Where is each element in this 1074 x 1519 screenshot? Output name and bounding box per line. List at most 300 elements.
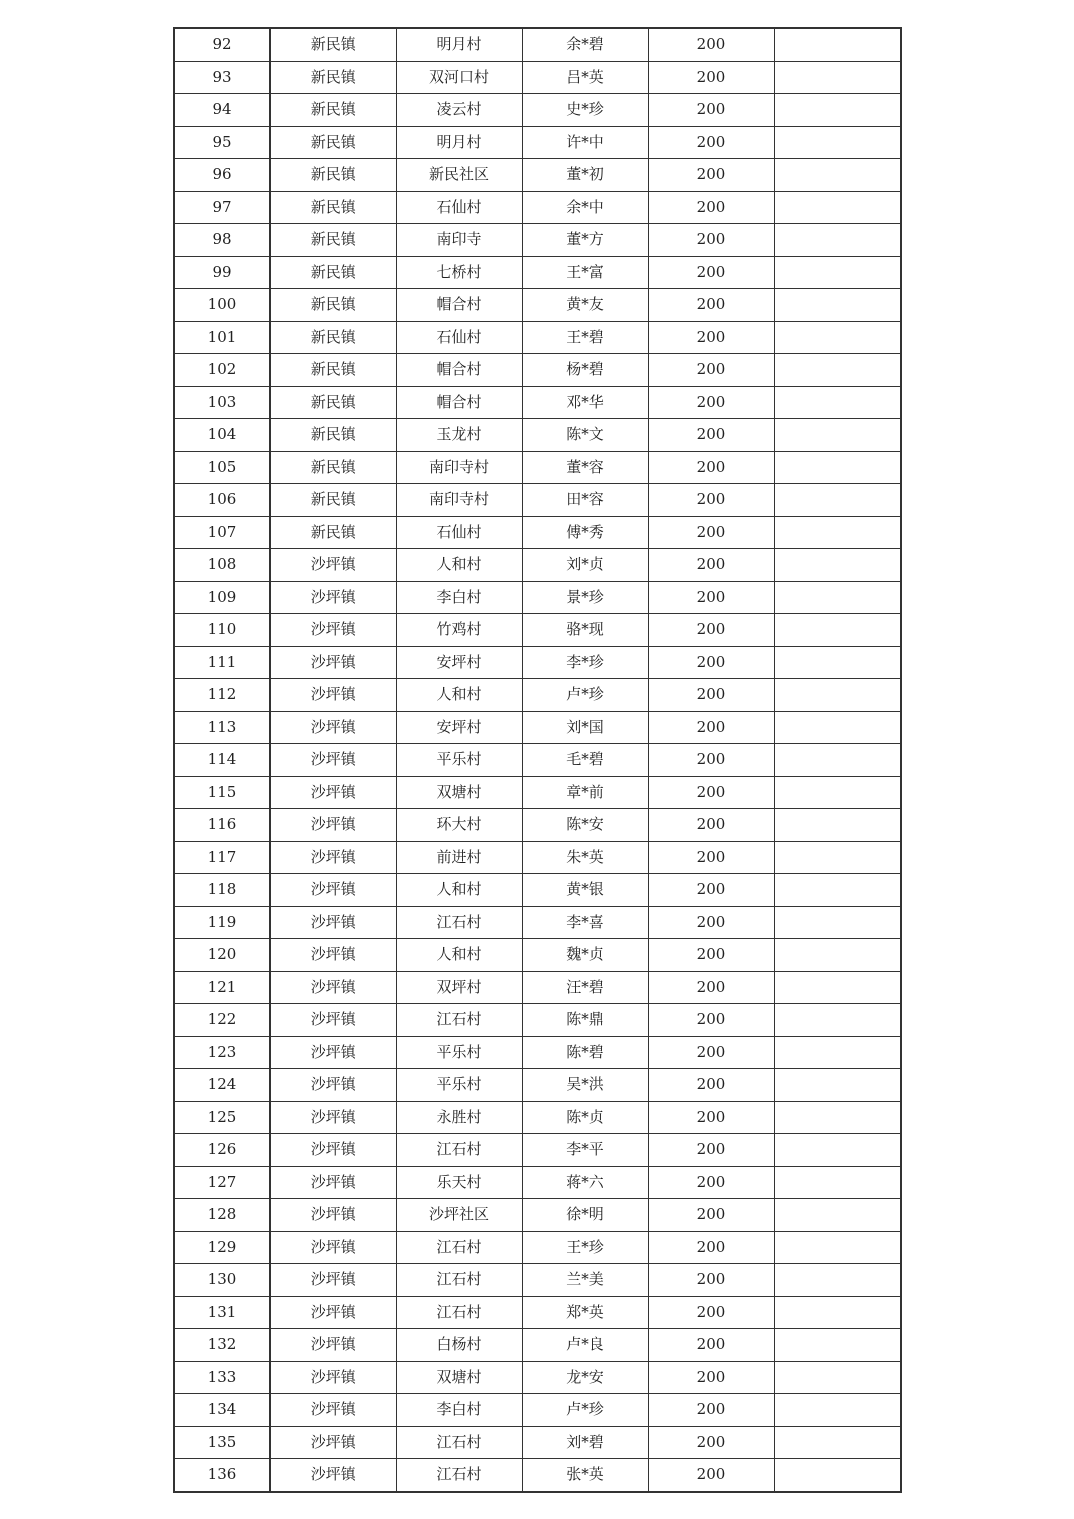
cell-amount: 200 — [648, 159, 774, 192]
cell-town: 沙坪镇 — [270, 1069, 396, 1102]
cell-remark — [774, 61, 901, 94]
cell-amount: 200 — [648, 516, 774, 549]
cell-remark — [774, 28, 901, 61]
cell-amount: 200 — [648, 321, 774, 354]
cell-town: 新民镇 — [270, 451, 396, 484]
table-row — [174, 1036, 901, 1069]
cell-amount: 200 — [648, 939, 774, 972]
cell-num: 94 — [174, 94, 270, 127]
cell-name: 陈*文 — [522, 419, 648, 452]
cell-town: 沙坪镇 — [270, 874, 396, 907]
cell-village: 环大村 — [396, 809, 522, 842]
cell-name: 黄*友 — [522, 289, 648, 322]
cell-num: 118 — [174, 874, 270, 907]
cell-town: 沙坪镇 — [270, 614, 396, 647]
cell-num: 131 — [174, 1296, 270, 1329]
cell-amount: 200 — [648, 614, 774, 647]
cell-village: 江石村 — [396, 1134, 522, 1167]
cell-amount: 200 — [648, 744, 774, 777]
table-row — [174, 191, 901, 224]
cell-village: 南印寺 — [396, 224, 522, 257]
cell-name: 董*容 — [522, 451, 648, 484]
cell-amount: 200 — [648, 776, 774, 809]
cell-num: 99 — [174, 256, 270, 289]
cell-town: 新民镇 — [270, 419, 396, 452]
cell-name: 史*珍 — [522, 94, 648, 127]
cell-town: 沙坪镇 — [270, 1361, 396, 1394]
table-row — [174, 126, 901, 159]
cell-name: 许*中 — [522, 126, 648, 159]
cell-amount: 200 — [648, 549, 774, 582]
table-row — [174, 256, 901, 289]
cell-name: 李*平 — [522, 1134, 648, 1167]
cell-village: 双塘村 — [396, 1361, 522, 1394]
cell-amount: 200 — [648, 191, 774, 224]
cell-town: 沙坪镇 — [270, 1394, 396, 1427]
cell-remark — [774, 451, 901, 484]
cell-amount: 200 — [648, 1361, 774, 1394]
cell-village: 帽合村 — [396, 386, 522, 419]
cell-village: 安坪村 — [396, 646, 522, 679]
cell-village: 李白村 — [396, 1394, 522, 1427]
cell-remark — [774, 516, 901, 549]
cell-village: 江石村 — [396, 1004, 522, 1037]
cell-town: 沙坪镇 — [270, 841, 396, 874]
cell-num: 128 — [174, 1199, 270, 1232]
cell-town: 新民镇 — [270, 94, 396, 127]
cell-amount: 200 — [648, 1069, 774, 1102]
cell-name: 陈*安 — [522, 809, 648, 842]
cell-amount: 200 — [648, 484, 774, 517]
cell-num: 124 — [174, 1069, 270, 1102]
cell-town: 沙坪镇 — [270, 1329, 396, 1362]
cell-num: 136 — [174, 1459, 270, 1492]
cell-village: 南印寺村 — [396, 484, 522, 517]
cell-village: 明月村 — [396, 126, 522, 159]
cell-name: 黄*银 — [522, 874, 648, 907]
cell-num: 105 — [174, 451, 270, 484]
cell-town: 新民镇 — [270, 386, 396, 419]
table-row — [174, 1199, 901, 1232]
table-row — [174, 386, 901, 419]
cell-num: 130 — [174, 1264, 270, 1297]
cell-remark — [774, 159, 901, 192]
cell-town: 沙坪镇 — [270, 549, 396, 582]
table-row — [174, 61, 901, 94]
table-row — [174, 1394, 901, 1427]
table-row — [174, 1134, 901, 1167]
table-row — [174, 841, 901, 874]
cell-village: 江石村 — [396, 1426, 522, 1459]
cell-amount: 200 — [648, 809, 774, 842]
table-row — [174, 1459, 901, 1492]
cell-name: 邓*华 — [522, 386, 648, 419]
cell-village: 石仙村 — [396, 516, 522, 549]
cell-name: 毛*碧 — [522, 744, 648, 777]
cell-remark — [774, 646, 901, 679]
cell-amount: 200 — [648, 1166, 774, 1199]
cell-remark — [774, 321, 901, 354]
cell-remark — [774, 1036, 901, 1069]
cell-name: 章*前 — [522, 776, 648, 809]
cell-village: 双塘村 — [396, 776, 522, 809]
records-body — [174, 28, 901, 1492]
cell-amount: 200 — [648, 419, 774, 452]
cell-village: 人和村 — [396, 549, 522, 582]
cell-name: 骆*现 — [522, 614, 648, 647]
table-row — [174, 874, 901, 907]
cell-town: 沙坪镇 — [270, 711, 396, 744]
cell-remark — [774, 1134, 901, 1167]
cell-name: 李*珍 — [522, 646, 648, 679]
cell-amount: 200 — [648, 94, 774, 127]
cell-num: 98 — [174, 224, 270, 257]
cell-amount: 200 — [648, 451, 774, 484]
cell-village: 平乐村 — [396, 1069, 522, 1102]
cell-num: 97 — [174, 191, 270, 224]
cell-name: 陈*贞 — [522, 1101, 648, 1134]
cell-village: 帽合村 — [396, 289, 522, 322]
cell-town: 沙坪镇 — [270, 809, 396, 842]
table-row — [174, 614, 901, 647]
cell-num: 120 — [174, 939, 270, 972]
cell-num: 134 — [174, 1394, 270, 1427]
cell-remark — [774, 1231, 901, 1264]
cell-num: 110 — [174, 614, 270, 647]
cell-amount: 200 — [648, 971, 774, 1004]
cell-village: 前进村 — [396, 841, 522, 874]
cell-name: 董*初 — [522, 159, 648, 192]
table-row — [174, 549, 901, 582]
table-row — [174, 224, 901, 257]
cell-amount: 200 — [648, 1426, 774, 1459]
cell-town: 沙坪镇 — [270, 646, 396, 679]
cell-num: 112 — [174, 679, 270, 712]
cell-name: 傅*秀 — [522, 516, 648, 549]
cell-remark — [774, 126, 901, 159]
cell-name: 董*方 — [522, 224, 648, 257]
cell-village: 永胜村 — [396, 1101, 522, 1134]
cell-village: 乐天村 — [396, 1166, 522, 1199]
cell-remark — [774, 906, 901, 939]
cell-num: 123 — [174, 1036, 270, 1069]
cell-amount: 200 — [648, 1296, 774, 1329]
cell-village: 竹鸡村 — [396, 614, 522, 647]
cell-name: 汪*碧 — [522, 971, 648, 1004]
cell-village: 石仙村 — [396, 321, 522, 354]
cell-num: 113 — [174, 711, 270, 744]
cell-num: 100 — [174, 289, 270, 322]
cell-town: 沙坪镇 — [270, 744, 396, 777]
cell-remark — [774, 94, 901, 127]
table-row — [174, 776, 901, 809]
table-row — [174, 451, 901, 484]
cell-village: 人和村 — [396, 679, 522, 712]
cell-name: 兰*美 — [522, 1264, 648, 1297]
cell-remark — [774, 1394, 901, 1427]
table-row — [174, 711, 901, 744]
cell-amount: 200 — [648, 224, 774, 257]
cell-name: 龙*安 — [522, 1361, 648, 1394]
table-row — [174, 1004, 901, 1037]
cell-name: 景*珍 — [522, 581, 648, 614]
cell-amount: 200 — [648, 906, 774, 939]
cell-num: 96 — [174, 159, 270, 192]
cell-name: 吴*洪 — [522, 1069, 648, 1102]
cell-name: 陈*鼎 — [522, 1004, 648, 1037]
cell-amount: 200 — [648, 841, 774, 874]
cell-town: 新民镇 — [270, 61, 396, 94]
cell-num: 116 — [174, 809, 270, 842]
table-row — [174, 939, 901, 972]
cell-num: 108 — [174, 549, 270, 582]
cell-village: 江石村 — [396, 1264, 522, 1297]
cell-amount: 200 — [648, 1329, 774, 1362]
cell-amount: 200 — [648, 1264, 774, 1297]
table-row — [174, 159, 901, 192]
cell-remark — [774, 1264, 901, 1297]
cell-name: 徐*明 — [522, 1199, 648, 1232]
cell-village: 沙坪社区 — [396, 1199, 522, 1232]
cell-village: 平乐村 — [396, 744, 522, 777]
cell-num: 111 — [174, 646, 270, 679]
cell-num: 92 — [174, 28, 270, 61]
cell-amount: 200 — [648, 28, 774, 61]
table-row — [174, 1329, 901, 1362]
cell-amount: 200 — [648, 1101, 774, 1134]
cell-num: 102 — [174, 354, 270, 387]
cell-village: 白杨村 — [396, 1329, 522, 1362]
cell-village: 新民社区 — [396, 159, 522, 192]
cell-name: 蒋*六 — [522, 1166, 648, 1199]
cell-num: 125 — [174, 1101, 270, 1134]
cell-town: 沙坪镇 — [270, 679, 396, 712]
cell-town: 沙坪镇 — [270, 1264, 396, 1297]
cell-num: 103 — [174, 386, 270, 419]
cell-num: 104 — [174, 419, 270, 452]
cell-num: 114 — [174, 744, 270, 777]
cell-remark — [774, 776, 901, 809]
cell-name: 陈*碧 — [522, 1036, 648, 1069]
table-row — [174, 1296, 901, 1329]
cell-amount: 200 — [648, 386, 774, 419]
cell-name: 余*碧 — [522, 28, 648, 61]
cell-num: 109 — [174, 581, 270, 614]
cell-village: 双坪村 — [396, 971, 522, 1004]
cell-remark — [774, 874, 901, 907]
cell-village: 明月村 — [396, 28, 522, 61]
cell-amount: 200 — [648, 1394, 774, 1427]
cell-town: 新民镇 — [270, 256, 396, 289]
cell-name: 郑*英 — [522, 1296, 648, 1329]
table-row — [174, 581, 901, 614]
cell-num: 126 — [174, 1134, 270, 1167]
cell-num: 115 — [174, 776, 270, 809]
cell-village: 李白村 — [396, 581, 522, 614]
cell-remark — [774, 1166, 901, 1199]
cell-remark — [774, 354, 901, 387]
cell-amount: 200 — [648, 289, 774, 322]
cell-num: 129 — [174, 1231, 270, 1264]
table-row — [174, 1101, 901, 1134]
cell-amount: 200 — [648, 679, 774, 712]
cell-name: 李*喜 — [522, 906, 648, 939]
records-table — [173, 27, 902, 1493]
cell-village: 江石村 — [396, 1296, 522, 1329]
table-row — [174, 354, 901, 387]
cell-amount: 200 — [648, 1231, 774, 1264]
cell-remark — [774, 224, 901, 257]
cell-remark — [774, 289, 901, 322]
cell-remark — [774, 256, 901, 289]
cell-town: 沙坪镇 — [270, 1166, 396, 1199]
cell-remark — [774, 1101, 901, 1134]
cell-name: 刘*国 — [522, 711, 648, 744]
table-row — [174, 321, 901, 354]
table-row — [174, 679, 901, 712]
table-row — [174, 28, 901, 61]
cell-village: 安坪村 — [396, 711, 522, 744]
cell-town: 沙坪镇 — [270, 1134, 396, 1167]
cell-town: 沙坪镇 — [270, 971, 396, 1004]
cell-name: 杨*碧 — [522, 354, 648, 387]
cell-amount: 200 — [648, 581, 774, 614]
cell-amount: 200 — [648, 256, 774, 289]
cell-remark — [774, 1361, 901, 1394]
table-row — [174, 971, 901, 1004]
cell-name: 朱*英 — [522, 841, 648, 874]
cell-village: 江石村 — [396, 1459, 522, 1492]
cell-amount: 200 — [648, 646, 774, 679]
table-row — [174, 646, 901, 679]
cell-amount: 200 — [648, 1134, 774, 1167]
table-row — [174, 289, 901, 322]
cell-num: 101 — [174, 321, 270, 354]
table-row — [174, 1264, 901, 1297]
cell-num: 127 — [174, 1166, 270, 1199]
cell-amount: 200 — [648, 1459, 774, 1492]
cell-town: 新民镇 — [270, 159, 396, 192]
cell-remark — [774, 549, 901, 582]
cell-town: 沙坪镇 — [270, 581, 396, 614]
table-row — [174, 1361, 901, 1394]
cell-num: 119 — [174, 906, 270, 939]
cell-num: 117 — [174, 841, 270, 874]
cell-name: 王*碧 — [522, 321, 648, 354]
cell-num: 106 — [174, 484, 270, 517]
cell-num: 121 — [174, 971, 270, 1004]
cell-town: 新民镇 — [270, 224, 396, 257]
cell-village: 江石村 — [396, 1231, 522, 1264]
cell-town: 新民镇 — [270, 191, 396, 224]
cell-town: 新民镇 — [270, 289, 396, 322]
cell-remark — [774, 581, 901, 614]
cell-village: 江石村 — [396, 906, 522, 939]
cell-name: 张*英 — [522, 1459, 648, 1492]
cell-village: 玉龙村 — [396, 419, 522, 452]
cell-amount: 200 — [648, 1199, 774, 1232]
cell-village: 南印寺村 — [396, 451, 522, 484]
cell-num: 132 — [174, 1329, 270, 1362]
cell-town: 新民镇 — [270, 28, 396, 61]
table-row — [174, 419, 901, 452]
cell-name: 卢*珍 — [522, 679, 648, 712]
cell-remark — [774, 1459, 901, 1492]
cell-remark — [774, 711, 901, 744]
cell-village: 双河口村 — [396, 61, 522, 94]
cell-town: 沙坪镇 — [270, 906, 396, 939]
cell-town: 沙坪镇 — [270, 1296, 396, 1329]
cell-remark — [774, 614, 901, 647]
cell-name: 余*中 — [522, 191, 648, 224]
cell-village: 石仙村 — [396, 191, 522, 224]
cell-num: 93 — [174, 61, 270, 94]
cell-remark — [774, 1296, 901, 1329]
table-row — [174, 94, 901, 127]
table-row — [174, 744, 901, 777]
table-row — [174, 1426, 901, 1459]
cell-town: 沙坪镇 — [270, 1426, 396, 1459]
cell-amount: 200 — [648, 61, 774, 94]
table-row — [174, 1069, 901, 1102]
cell-remark — [774, 1004, 901, 1037]
cell-remark — [774, 971, 901, 1004]
cell-name: 田*容 — [522, 484, 648, 517]
table-row — [174, 906, 901, 939]
cell-village: 人和村 — [396, 874, 522, 907]
cell-remark — [774, 1199, 901, 1232]
cell-town: 沙坪镇 — [270, 1231, 396, 1264]
cell-village: 凌云村 — [396, 94, 522, 127]
cell-remark — [774, 484, 901, 517]
table-row — [174, 1166, 901, 1199]
cell-remark — [774, 939, 901, 972]
cell-remark — [774, 419, 901, 452]
cell-town: 沙坪镇 — [270, 1199, 396, 1232]
cell-town: 沙坪镇 — [270, 1004, 396, 1037]
cell-name: 卢*珍 — [522, 1394, 648, 1427]
table-row — [174, 1231, 901, 1264]
cell-amount: 200 — [648, 1036, 774, 1069]
cell-remark — [774, 679, 901, 712]
cell-remark — [774, 809, 901, 842]
cell-remark — [774, 1069, 901, 1102]
cell-name: 刘*贞 — [522, 549, 648, 582]
cell-num: 122 — [174, 1004, 270, 1037]
cell-name: 卢*良 — [522, 1329, 648, 1362]
cell-amount: 200 — [648, 711, 774, 744]
cell-town: 新民镇 — [270, 354, 396, 387]
cell-town: 新民镇 — [270, 516, 396, 549]
table-row — [174, 484, 901, 517]
cell-remark — [774, 841, 901, 874]
cell-name: 吕*英 — [522, 61, 648, 94]
cell-town: 沙坪镇 — [270, 939, 396, 972]
cell-town: 沙坪镇 — [270, 1036, 396, 1069]
cell-town: 沙坪镇 — [270, 1459, 396, 1492]
cell-num: 135 — [174, 1426, 270, 1459]
cell-amount: 200 — [648, 874, 774, 907]
cell-remark — [774, 386, 901, 419]
cell-town: 新民镇 — [270, 484, 396, 517]
cell-town: 沙坪镇 — [270, 776, 396, 809]
cell-amount: 200 — [648, 354, 774, 387]
cell-town: 新民镇 — [270, 321, 396, 354]
cell-num: 107 — [174, 516, 270, 549]
cell-name: 王*珍 — [522, 1231, 648, 1264]
cell-remark — [774, 191, 901, 224]
cell-num: 95 — [174, 126, 270, 159]
